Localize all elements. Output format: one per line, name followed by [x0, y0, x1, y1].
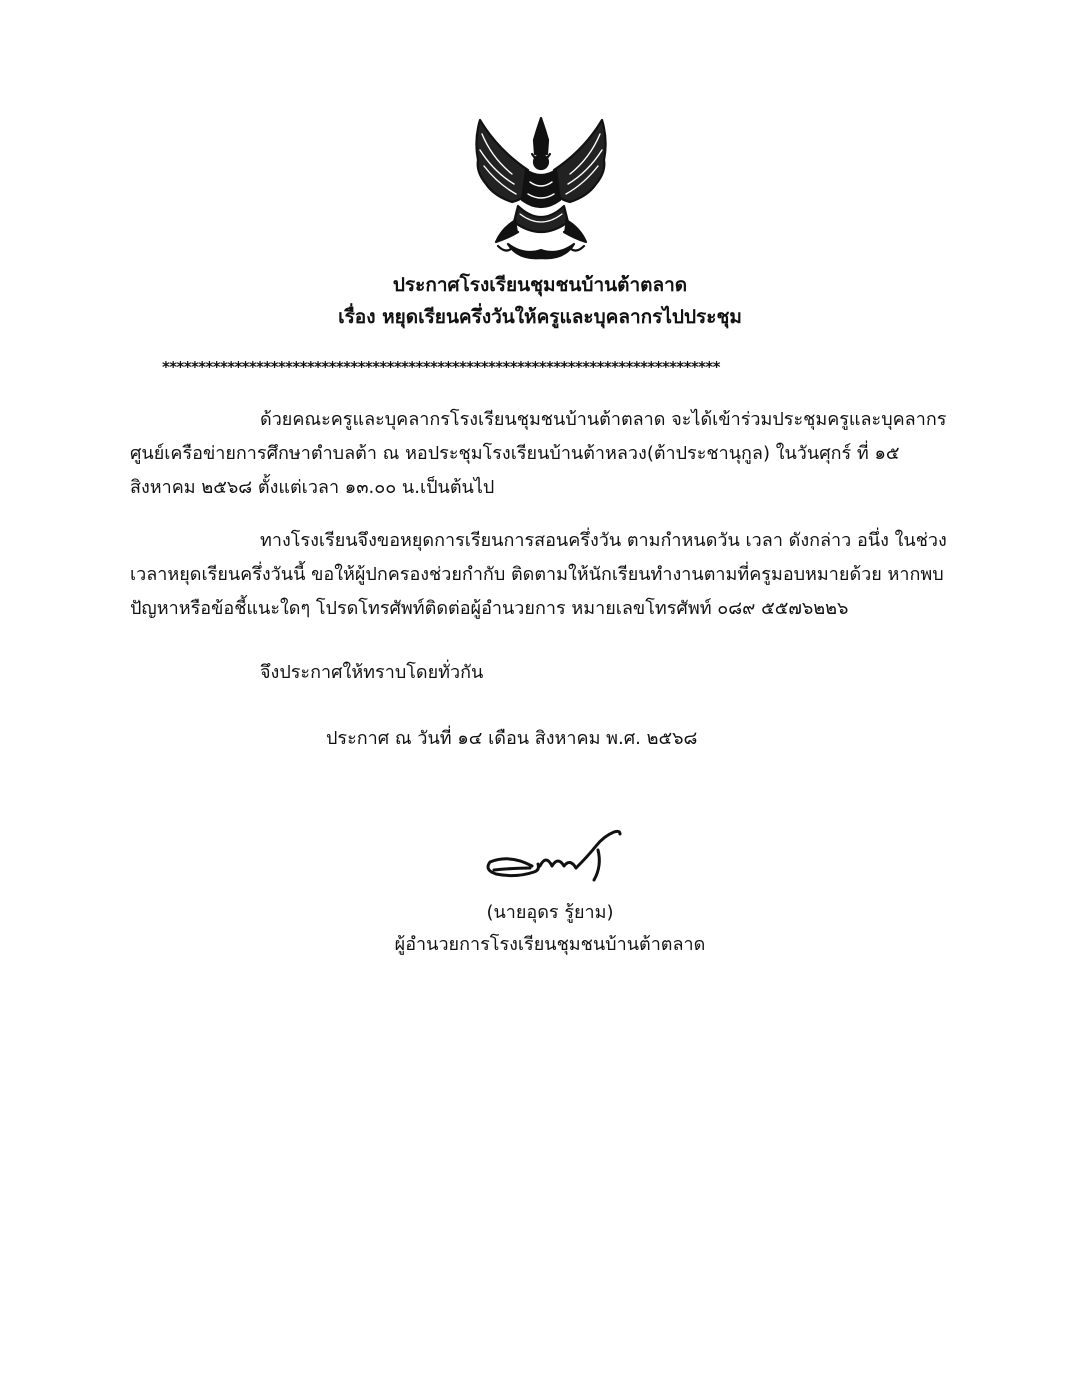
paragraph-line: ปัญหาหรือข้อชี้แนะใดๆ โปรดโทรศัพท์ติดต่อผู้อำนวยการ หมายเลขโทรศัพท์ ๐๘๙ ๕๕๗๖๒๒๖: [130, 598, 849, 619]
signer-name: (นายอุดร รู้ยาม): [486, 902, 614, 923]
paragraph-line: เวลาหยุดเรียนครึ่งวันนี้ ขอให้ผู้ปกครองช่วยกำกับ ติดตามให้นักเรียนทำงานตามที่ครูมอบหมายด้วย หากพบ: [130, 564, 944, 585]
paragraph-line: ศูนย์เครือข่ายการศึกษาตำบลต้า ณ หอประชุมโรงเรียนบ้านต้าหลวง(ต้าประชานุกูล) ในวันศุกร์ ที่ ๑๕: [130, 443, 900, 464]
paragraph-line: ทางโรงเรียนจึงขอหยุดการเรียนการสอนครึ่งวัน ตามกำหนดวัน เวลา ดังกล่าว อนึ่ง ในช่วง: [260, 530, 947, 551]
paragraph-line: สิงหาคม ๒๕๖๘ ตั้งแต่เวลา ๑๓.๐๐ น.เป็นต้นไป: [130, 477, 495, 498]
garuda-emblem-icon: [468, 110, 614, 262]
body-paragraph-2: [130, 524, 947, 626]
asterisk-separator: *****************************************************************************: [162, 358, 720, 376]
body-paragraph-1: [130, 403, 947, 505]
announcement-subject: เรื่อง หยุดเรียนครึ่งวันให้ครูและบุคลากรไปประชุม: [338, 306, 742, 328]
announcement-dateline: ประกาศ ณ วันที่ ๑๔ เดือน สิงหาคม พ.ศ. ๒๕๖๘: [326, 728, 698, 749]
handwritten-signature-icon: [480, 826, 628, 886]
announcement-title: ประกาศโรงเรียนชุมชนบ้านต้าตลาด: [392, 274, 688, 296]
closing-statement: จึงประกาศให้ทราบโดยทั่วกัน: [260, 662, 484, 683]
signer-position: ผู้อำนวยการโรงเรียนชุมชนบ้านต้าตลาด: [394, 934, 706, 955]
paragraph-line: ด้วยคณะครูและบุคลากรโรงเรียนชุมชนบ้านต้าตลาด จะได้เข้าร่วมประชุมครูและบุคลากร: [260, 409, 947, 430]
